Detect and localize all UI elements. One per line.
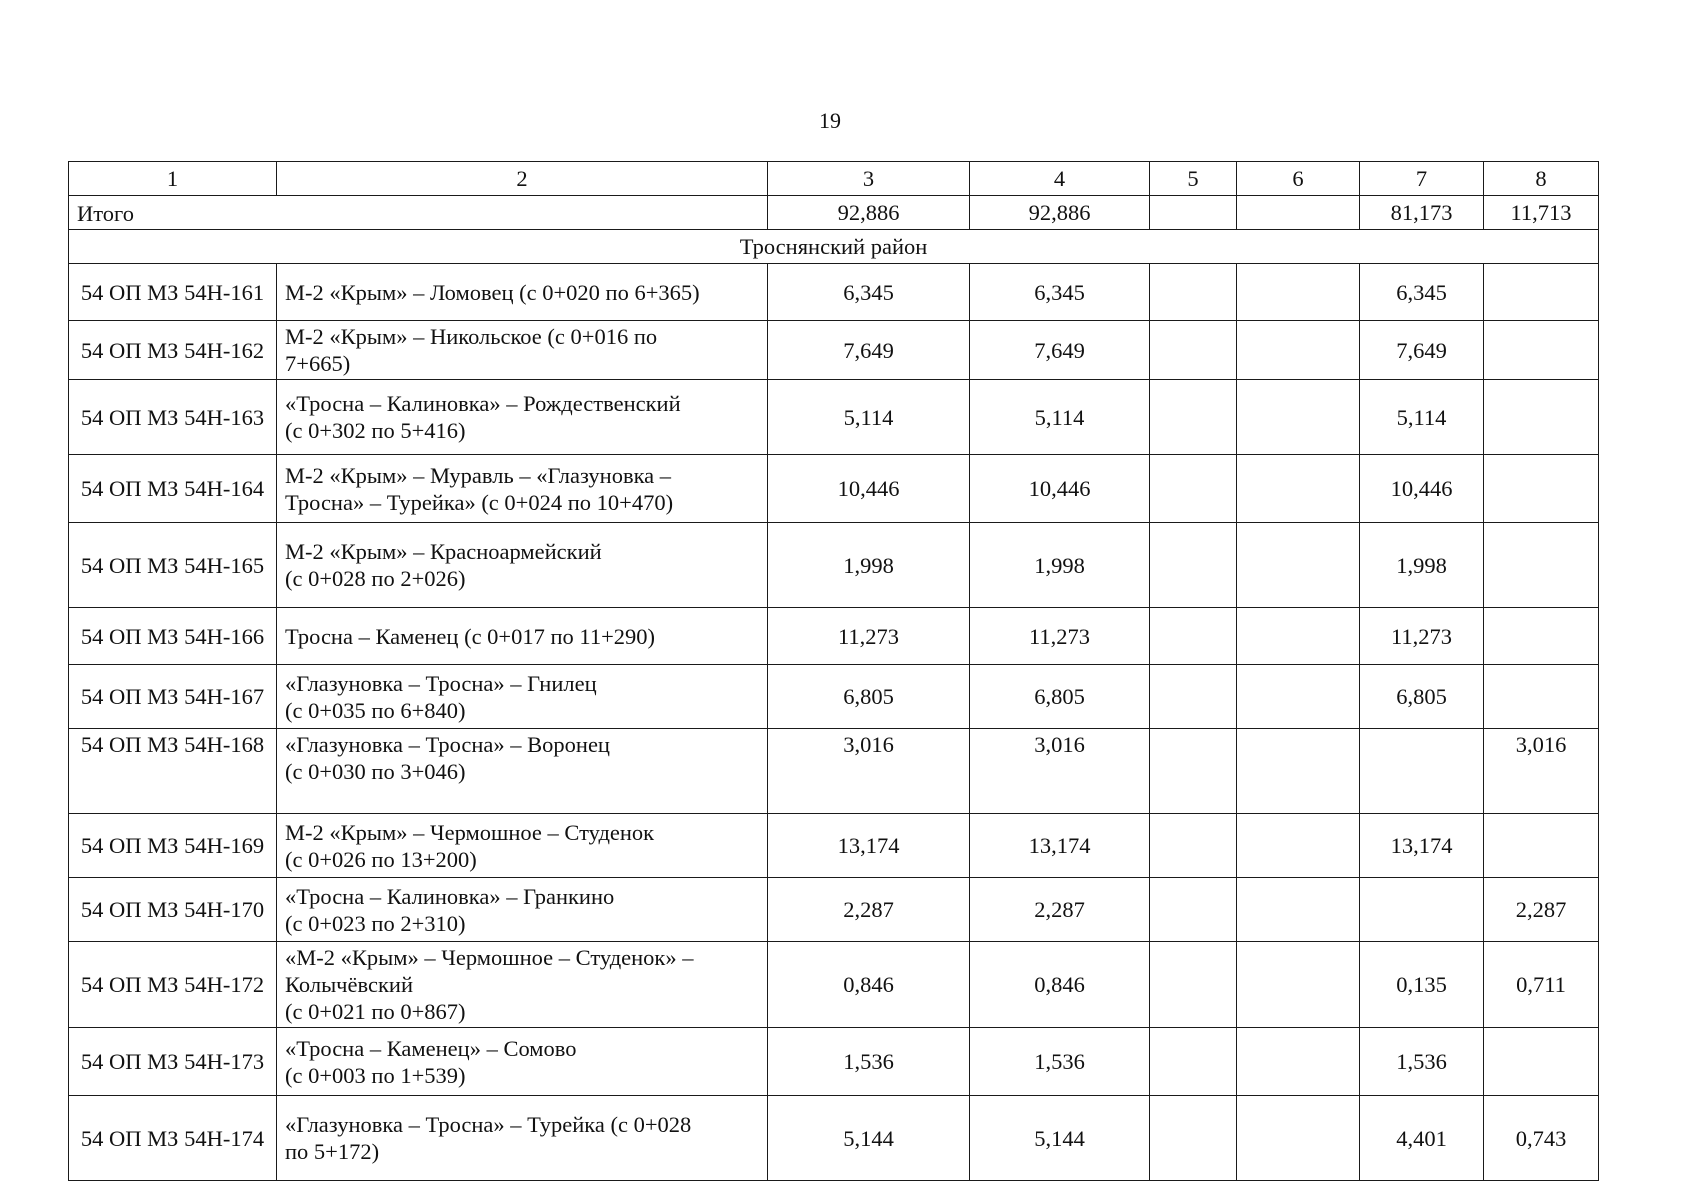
header-cell: 5 bbox=[1150, 162, 1237, 196]
value-c3: 6,345 bbox=[768, 264, 970, 321]
value-c3: 3,016 bbox=[768, 729, 970, 814]
value-c5 bbox=[1150, 380, 1237, 455]
value-c3: 11,273 bbox=[768, 608, 970, 665]
road-code: 54 ОП МЗ 54Н-167 bbox=[69, 665, 277, 729]
total-c3: 92,886 bbox=[768, 196, 970, 230]
value-c6 bbox=[1237, 380, 1360, 455]
value-c7: 4,401 bbox=[1360, 1096, 1484, 1181]
value-c5 bbox=[1150, 1096, 1237, 1181]
table-row bbox=[69, 1096, 1599, 1181]
value-c3: 10,446 bbox=[768, 455, 970, 523]
value-c4: 3,016 bbox=[970, 729, 1150, 814]
table-row bbox=[69, 321, 1599, 380]
value-c5 bbox=[1150, 814, 1237, 878]
road-code: 54 ОП МЗ 54Н-161 bbox=[69, 264, 277, 321]
value-c3: 1,998 bbox=[768, 523, 970, 608]
value-c8 bbox=[1484, 814, 1599, 878]
value-c7: 11,273 bbox=[1360, 608, 1484, 665]
header-cell: 3 bbox=[768, 162, 970, 196]
header-cell: 8 bbox=[1484, 162, 1599, 196]
road-name: М-2 «Крым» – Муравль – «Глазуновка – Тросна» – Турейка» (с 0+024 по 10+470) bbox=[277, 455, 768, 523]
value-c6 bbox=[1237, 729, 1360, 814]
road-code: 54 ОП МЗ 54Н-166 bbox=[69, 608, 277, 665]
value-c6 bbox=[1237, 665, 1360, 729]
roads-table bbox=[68, 161, 1599, 1181]
value-c6 bbox=[1237, 523, 1360, 608]
total-c4: 92,886 bbox=[970, 196, 1150, 230]
value-c7 bbox=[1360, 878, 1484, 942]
value-c6 bbox=[1237, 264, 1360, 321]
value-c4: 6,345 bbox=[970, 264, 1150, 321]
table-row bbox=[69, 455, 1599, 523]
total-row bbox=[69, 196, 1599, 230]
total-c8: 11,713 bbox=[1484, 196, 1599, 230]
table-row bbox=[69, 942, 1599, 1028]
road-name: М-2 «Крым» – Никольское (с 0+016 по 7+665) bbox=[277, 321, 768, 380]
table-row bbox=[69, 264, 1599, 321]
road-code: 54 ОП МЗ 54Н-169 bbox=[69, 814, 277, 878]
header-row bbox=[69, 162, 1599, 196]
road-name: «Тросна – Каменец» – Сомово (с 0+003 по 1+539) bbox=[277, 1028, 768, 1096]
value-c5 bbox=[1150, 1028, 1237, 1096]
road-name: М-2 «Крым» – Красноармейский (с 0+028 по 2+026) bbox=[277, 523, 768, 608]
value-c4: 10,446 bbox=[970, 455, 1150, 523]
road-code: 54 ОП МЗ 54Н-163 bbox=[69, 380, 277, 455]
value-c8: 2,287 bbox=[1484, 878, 1599, 942]
value-c7: 1,998 bbox=[1360, 523, 1484, 608]
total-c7: 81,173 bbox=[1360, 196, 1484, 230]
value-c7: 7,649 bbox=[1360, 321, 1484, 380]
value-c6 bbox=[1237, 1028, 1360, 1096]
value-c5 bbox=[1150, 264, 1237, 321]
value-c7: 10,446 bbox=[1360, 455, 1484, 523]
value-c3: 5,144 bbox=[768, 1096, 970, 1181]
value-c4: 5,144 bbox=[970, 1096, 1150, 1181]
value-c6 bbox=[1237, 455, 1360, 523]
value-c5 bbox=[1150, 608, 1237, 665]
value-c5 bbox=[1150, 455, 1237, 523]
value-c5 bbox=[1150, 523, 1237, 608]
header-cell: 2 bbox=[277, 162, 768, 196]
value-c7 bbox=[1360, 729, 1484, 814]
table-row bbox=[69, 729, 1599, 814]
value-c4: 5,114 bbox=[970, 380, 1150, 455]
total-label: Итого bbox=[69, 196, 768, 230]
road-name: «Тросна – Калиновка» – Рождественский (с 0+302 по 5+416) bbox=[277, 380, 768, 455]
district-row bbox=[69, 230, 1599, 264]
road-code: 54 ОП МЗ 54Н-172 bbox=[69, 942, 277, 1028]
road-code: 54 ОП МЗ 54Н-170 bbox=[69, 878, 277, 942]
road-name: «Глазуновка – Тросна» – Гнилец (с 0+035 по 6+840) bbox=[277, 665, 768, 729]
value-c6 bbox=[1237, 814, 1360, 878]
value-c4: 2,287 bbox=[970, 878, 1150, 942]
value-c4: 11,273 bbox=[970, 608, 1150, 665]
table-row bbox=[69, 1028, 1599, 1096]
table-row bbox=[69, 878, 1599, 942]
road-code: 54 ОП МЗ 54Н-174 bbox=[69, 1096, 277, 1181]
value-c6 bbox=[1237, 321, 1360, 380]
value-c7: 5,114 bbox=[1360, 380, 1484, 455]
header-cell: 4 bbox=[970, 162, 1150, 196]
value-c3: 5,114 bbox=[768, 380, 970, 455]
value-c7: 6,345 bbox=[1360, 264, 1484, 321]
value-c4: 7,649 bbox=[970, 321, 1150, 380]
value-c8: 3,016 bbox=[1484, 729, 1599, 814]
road-code: 54 ОП МЗ 54Н-162 bbox=[69, 321, 277, 380]
value-c6 bbox=[1237, 608, 1360, 665]
road-name: «М-2 «Крым» – Чермошное – Студенок» – Колычёвский (с 0+021 по 0+867) bbox=[277, 942, 768, 1028]
value-c3: 13,174 bbox=[768, 814, 970, 878]
value-c3: 2,287 bbox=[768, 878, 970, 942]
value-c8 bbox=[1484, 665, 1599, 729]
value-c8 bbox=[1484, 608, 1599, 665]
value-c3: 7,649 bbox=[768, 321, 970, 380]
district-heading: Троснянский район bbox=[69, 230, 1599, 264]
road-code: 54 ОП МЗ 54Н-173 bbox=[69, 1028, 277, 1096]
road-name: «Глазуновка – Тросна» – Турейка (с 0+028 по 5+172) bbox=[277, 1096, 768, 1181]
total-c6 bbox=[1237, 196, 1360, 230]
value-c7: 1,536 bbox=[1360, 1028, 1484, 1096]
header-cell: 7 bbox=[1360, 162, 1484, 196]
value-c3: 6,805 bbox=[768, 665, 970, 729]
value-c4: 13,174 bbox=[970, 814, 1150, 878]
road-name: М-2 «Крым» – Чермошное – Студенок (с 0+026 по 13+200) bbox=[277, 814, 768, 878]
table-row bbox=[69, 814, 1599, 878]
header-cell: 1 bbox=[69, 162, 277, 196]
value-c6 bbox=[1237, 878, 1360, 942]
table-row bbox=[69, 665, 1599, 729]
value-c4: 0,846 bbox=[970, 942, 1150, 1028]
value-c4: 6,805 bbox=[970, 665, 1150, 729]
road-code: 54 ОП МЗ 54Н-165 bbox=[69, 523, 277, 608]
value-c5 bbox=[1150, 665, 1237, 729]
value-c8: 0,743 bbox=[1484, 1096, 1599, 1181]
header-cell: 6 bbox=[1237, 162, 1360, 196]
road-code: 54 ОП МЗ 54Н-164 bbox=[69, 455, 277, 523]
value-c7: 0,135 bbox=[1360, 942, 1484, 1028]
value-c8 bbox=[1484, 1028, 1599, 1096]
value-c8: 0,711 bbox=[1484, 942, 1599, 1028]
value-c8 bbox=[1484, 455, 1599, 523]
table-row bbox=[69, 523, 1599, 608]
value-c4: 1,536 bbox=[970, 1028, 1150, 1096]
value-c5 bbox=[1150, 321, 1237, 380]
road-name: М-2 «Крым» – Ломовец (с 0+020 по 6+365) bbox=[277, 264, 768, 321]
value-c7: 6,805 bbox=[1360, 665, 1484, 729]
value-c3: 0,846 bbox=[768, 942, 970, 1028]
value-c7: 13,174 bbox=[1360, 814, 1484, 878]
road-code: 54 ОП МЗ 54Н-168 bbox=[69, 729, 277, 814]
value-c5 bbox=[1150, 729, 1237, 814]
table-row bbox=[69, 608, 1599, 665]
value-c5 bbox=[1150, 942, 1237, 1028]
value-c8 bbox=[1484, 380, 1599, 455]
table-row bbox=[69, 380, 1599, 455]
road-name: Тросна – Каменец (с 0+017 по 11+290) bbox=[277, 608, 768, 665]
value-c8 bbox=[1484, 523, 1599, 608]
total-c5 bbox=[1150, 196, 1237, 230]
value-c6 bbox=[1237, 1096, 1360, 1181]
value-c5 bbox=[1150, 878, 1237, 942]
value-c6 bbox=[1237, 942, 1360, 1028]
road-name: «Глазуновка – Тросна» – Воронец (с 0+030 по 3+046) bbox=[277, 729, 768, 814]
value-c8 bbox=[1484, 321, 1599, 380]
page-number: 19 bbox=[819, 108, 841, 133]
road-name: «Тросна – Калиновка» – Гранкино (с 0+023 по 2+310) bbox=[277, 878, 768, 942]
value-c8 bbox=[1484, 264, 1599, 321]
value-c4: 1,998 bbox=[970, 523, 1150, 608]
value-c3: 1,536 bbox=[768, 1028, 970, 1096]
